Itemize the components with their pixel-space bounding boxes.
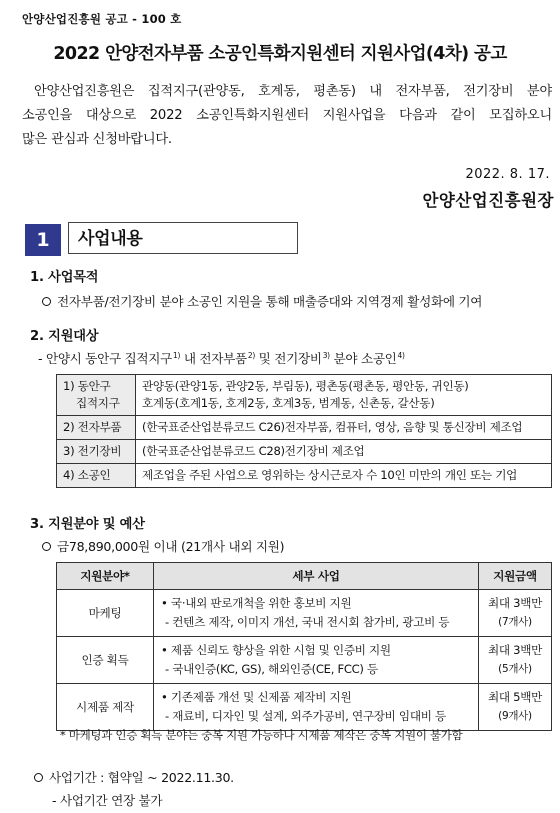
support-detail xyxy=(154,590,479,637)
target-text-part: 내 전자부품 xyxy=(180,351,247,366)
period-item xyxy=(34,767,234,786)
table-row xyxy=(57,684,552,731)
detail-main: • 제품 신뢰도 향상을 위한 시험 및 인증비 지원 xyxy=(161,643,391,657)
intro-line: 안양산업진흥원은 집적지구(관양동, 호계동, 평촌동) 내 전자부품, 전기장비 분야 xyxy=(34,84,552,99)
support-budget-table xyxy=(56,562,552,731)
detail-main: • 기존제품 개선 및 신제품 제작비 지원 xyxy=(161,690,352,704)
target-text-part: 및 전기장비 xyxy=(254,351,322,366)
purpose-heading: 1. 사업목적 xyxy=(30,270,99,285)
table-header-row xyxy=(57,563,552,590)
target-text-part: - 안양시 동안구 집적지구 xyxy=(38,351,173,366)
row-label: 2) 전자부품 xyxy=(57,416,136,440)
budget-note: * 마케팅과 인증 획득 분야는 중복 지원 가능하나 시제품 제작은 중복 지원이 불가함 xyxy=(60,728,463,742)
support-category: 인증 획득 xyxy=(57,637,154,684)
row-value: (한국표준산업분류코드 C26)전자부품, 컴퓨터, 영상, 음향 및 통신장비 제조업 xyxy=(136,416,552,440)
target-definition-table xyxy=(56,374,552,488)
amount-value: 최대 3백만 xyxy=(487,596,543,610)
period-sub: - 사업기간 연장 불가 xyxy=(52,793,163,808)
row-label: 4) 소공인 xyxy=(57,464,136,488)
row-label: 3) 전기장비 xyxy=(57,440,136,464)
circle-bullet-icon xyxy=(42,542,51,551)
footnote-mark: 2) xyxy=(247,351,255,360)
support-category: 마케팅 xyxy=(57,590,154,637)
row-value: 제조업을 주된 사업으로 영위하는 상시근로자 수 10인 미만의 개인 또는 기업 xyxy=(136,464,552,488)
intro-paragraph xyxy=(22,80,552,152)
table-row xyxy=(57,464,552,488)
purpose-item xyxy=(42,291,482,310)
detail-sub: - 국내인증(KC, GS), 해외인증(CE, FCC) 등 xyxy=(165,662,378,676)
document-title: 2022 안양전자부품 소공인특화지원센터 지원사업(4차) 공고 xyxy=(53,44,507,64)
column-header: 지원분야* xyxy=(57,563,154,590)
circle-bullet-icon xyxy=(42,297,51,306)
period-text: 사업기간 : 협약일 ~ 2022.11.30. xyxy=(49,770,234,785)
footnote-mark: 4) xyxy=(397,351,405,360)
budget-heading: 3. 지원분야 및 예산 xyxy=(30,517,145,532)
support-detail xyxy=(154,684,479,731)
support-amount xyxy=(479,684,552,731)
detail-sub: - 재료비, 디자인 및 설계, 외주가공비, 연구장비 임대비 등 xyxy=(165,709,446,723)
target-heading: 2. 지원대상 xyxy=(30,329,99,344)
company-count: (9개사) xyxy=(498,710,532,722)
support-category: 시제품 제작 xyxy=(57,684,154,731)
support-amount xyxy=(479,590,552,637)
row-value: (한국표준산업분류코드 C28)전기장비 제조업 xyxy=(136,440,552,464)
support-amount xyxy=(479,637,552,684)
table-row xyxy=(57,375,552,416)
target-description xyxy=(38,348,405,367)
row-value-line: 호계동(호계1동, 호계2동, 호계3동, 범계동, 신촌동, 갈산동) xyxy=(142,396,435,410)
signer-name: 안양산업진흥원장 xyxy=(422,191,554,210)
support-detail xyxy=(154,637,479,684)
footnote-mark: 1) xyxy=(173,351,181,360)
section-number-badge: 1 xyxy=(25,224,61,256)
table-row xyxy=(57,590,552,637)
row-value xyxy=(136,375,552,416)
company-count: (7개사) xyxy=(498,616,532,628)
intro-line: 소공인을 대상으로 2022 소공인특화지원센터 지원사업을 다음과 같이 모집하오니 xyxy=(22,108,552,123)
amount-value: 최대 5백만 xyxy=(487,690,543,704)
row-value-line: 관양동(관양1동, 관양2동, 부림동), 평촌동(평촌동, 평안동, 귀인동) xyxy=(142,379,469,393)
column-header: 지원금액 xyxy=(479,563,552,590)
column-header: 세부 사업 xyxy=(154,563,479,590)
notice-date: 2022. 8. 17. xyxy=(465,167,550,182)
table-row xyxy=(57,440,552,464)
notice-number: 안양산업진흥원 공고 - 100 호 xyxy=(22,12,182,26)
intro-line: 많은 관심과 신청바랍니다. xyxy=(22,132,172,147)
row-label-line: 집적지구 xyxy=(76,396,120,410)
row-label xyxy=(57,375,136,416)
target-text-part: 분야 소공인 xyxy=(329,351,397,366)
budget-total xyxy=(42,536,284,555)
amount-value: 최대 3백만 xyxy=(487,643,543,657)
circle-bullet-icon xyxy=(34,773,43,782)
table-row xyxy=(57,416,552,440)
detail-main: • 국·내외 판로개척을 위한 홍보비 지원 xyxy=(161,596,352,610)
company-count: (5개사) xyxy=(498,663,532,675)
budget-total-text: 금78,890,000원 이내 (21개사 내외 지원) xyxy=(57,539,285,554)
detail-sub: - 컨텐츠 제작, 이미지 개선, 국내 전시회 참가비, 광고비 등 xyxy=(165,615,450,629)
section-title: 사업내용 xyxy=(68,222,298,254)
table-row xyxy=(57,637,552,684)
purpose-text: 전자부품/전기장비 분야 소공인 지원을 통해 매출증대와 지역경제 활성화에 기여 xyxy=(57,294,483,309)
footnote-mark: 3) xyxy=(322,351,330,360)
row-label-line: 1) 동안구 xyxy=(63,379,111,393)
